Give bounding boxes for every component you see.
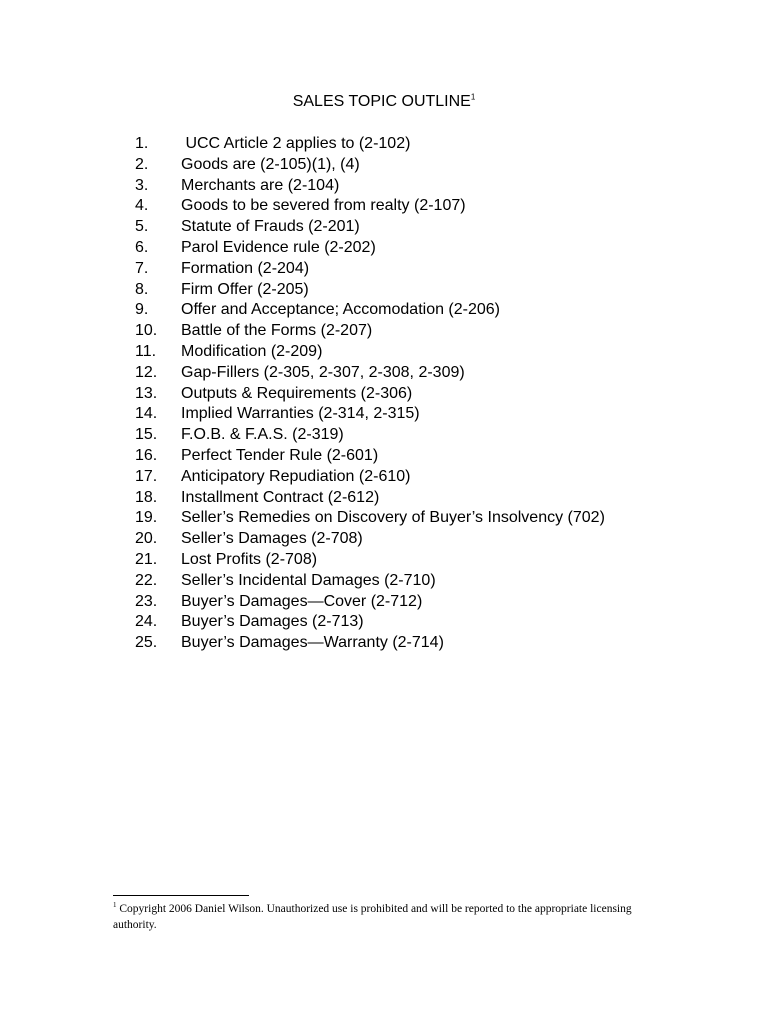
outline-item — [135, 571, 605, 592]
outline-item — [135, 155, 605, 176]
footnote-marker: 1 — [113, 901, 117, 910]
outline-item-text: Implied Warranties (2-314, 2-315) — [181, 405, 420, 423]
outline-item-number: 3. — [135, 176, 149, 194]
outline-item-number: 10. — [135, 322, 158, 340]
outline-item — [135, 425, 605, 446]
outline-item — [135, 363, 605, 384]
outline-item-text: Installment Contract (2-612) — [181, 488, 380, 506]
outline-item-text: Gap-Fillers (2-305, 2-307, 2-308, 2-309) — [181, 363, 465, 381]
outline-item-text: Seller’s Incidental Damages (2-710) — [181, 571, 436, 589]
outline-item-text: Modification (2-209) — [181, 342, 323, 360]
outline-item — [135, 238, 605, 259]
outline-item-text: Buyer’s Damages—Cover (2-712) — [181, 592, 423, 610]
outline-item-number: 2. — [135, 155, 149, 173]
outline-item — [135, 176, 605, 197]
outline-item-number: 22. — [135, 571, 158, 589]
outline-item — [135, 300, 605, 321]
footnote — [113, 901, 653, 933]
outline-item-text: Parol Evidence rule (2-202) — [181, 238, 376, 256]
outline-item — [135, 529, 605, 550]
outline-item-number: 13. — [135, 384, 158, 402]
outline-item — [135, 342, 605, 363]
outline-item-number: 12. — [135, 363, 158, 381]
outline-item-number: 4. — [135, 197, 149, 215]
outline-item-number: 17. — [135, 467, 158, 485]
outline-item-number: 14. — [135, 405, 158, 423]
outline-item-text: Buyer’s Damages—Warranty (2-714) — [181, 634, 444, 652]
page-title — [0, 92, 768, 112]
outline-item-number: 7. — [135, 259, 149, 277]
outline-item — [135, 134, 605, 155]
outline-item-number: 20. — [135, 530, 158, 548]
outline-item-number: 15. — [135, 426, 158, 444]
outline-item-text: Outputs & Requirements (2-306) — [181, 384, 413, 402]
outline-item — [135, 321, 605, 342]
outline-item — [135, 612, 605, 633]
footnote-text: Copyright 2006 Daniel Wilson. Unauthorized use is prohibited and will be reported to the appropriate licensing authority. — [113, 903, 632, 931]
outline-item-text: Buyer’s Damages (2-713) — [181, 613, 364, 631]
outline-item-number: 18. — [135, 488, 158, 506]
outline-item — [135, 508, 605, 529]
outline-item-text: Goods to be severed from realty (2-107) — [181, 197, 466, 215]
outline-item — [135, 446, 605, 467]
page-title-text: SALES TOPIC OUTLINE — [292, 93, 471, 110]
outline-item-number: 11. — [135, 342, 157, 360]
outline-item-text: Seller’s Damages (2-708) — [181, 530, 363, 548]
outline-item-text: Seller’s Remedies on Discovery of Buyer’s Insolvency (702) — [181, 509, 605, 527]
outline-item-number: 16. — [135, 446, 158, 464]
footnote-separator — [113, 895, 249, 896]
footnote-reference: 1 — [470, 92, 476, 102]
outline-item-number: 21. — [135, 550, 158, 568]
outline-item — [135, 280, 605, 301]
outline-item — [135, 196, 605, 217]
outline-item-text: F.O.B. & F.A.S. (2-319) — [181, 426, 344, 444]
outline-item-text: UCC Article 2 applies to (2-102) — [181, 135, 411, 152]
outline-item — [135, 384, 605, 405]
outline-item-number: 5. — [135, 218, 149, 236]
outline-item — [135, 633, 605, 654]
outline-item-text: Battle of the Forms (2-207) — [181, 322, 373, 340]
outline-item-text: Offer and Acceptance; Accomodation (2-206) — [181, 301, 501, 319]
outline-item-text: Perfect Tender Rule (2-601) — [181, 446, 379, 464]
outline-item — [135, 592, 605, 613]
outline-item-number: 8. — [135, 280, 149, 298]
outline-item-text: Statute of Frauds (2-201) — [181, 218, 360, 236]
outline-item-number: 24. — [135, 613, 158, 631]
outline-item-number: 9. — [135, 301, 149, 319]
outline-item-number: 23. — [135, 592, 158, 610]
outline-item — [135, 259, 605, 280]
outline-item-number: 6. — [135, 238, 149, 256]
outline-item-text: Lost Profits (2-708) — [181, 550, 318, 568]
outline-item — [135, 550, 605, 571]
outline-item-text: Anticipatory Repudiation (2-610) — [181, 467, 411, 485]
outline-item — [135, 467, 605, 488]
outline-item-text: Firm Offer (2-205) — [181, 280, 309, 298]
outline-item-number: 19. — [135, 509, 158, 527]
topic-outline-list — [135, 134, 605, 654]
outline-item-number: 1. — [135, 135, 149, 152]
outline-item-number: 25. — [135, 634, 158, 652]
outline-item-text: Merchants are (2-104) — [181, 176, 340, 194]
outline-item-text: Formation (2-204) — [181, 259, 310, 277]
outline-item-text: Goods are (2-105)(1), (4) — [181, 155, 360, 173]
outline-item — [135, 488, 605, 509]
outline-item — [135, 217, 605, 238]
outline-item — [135, 404, 605, 425]
